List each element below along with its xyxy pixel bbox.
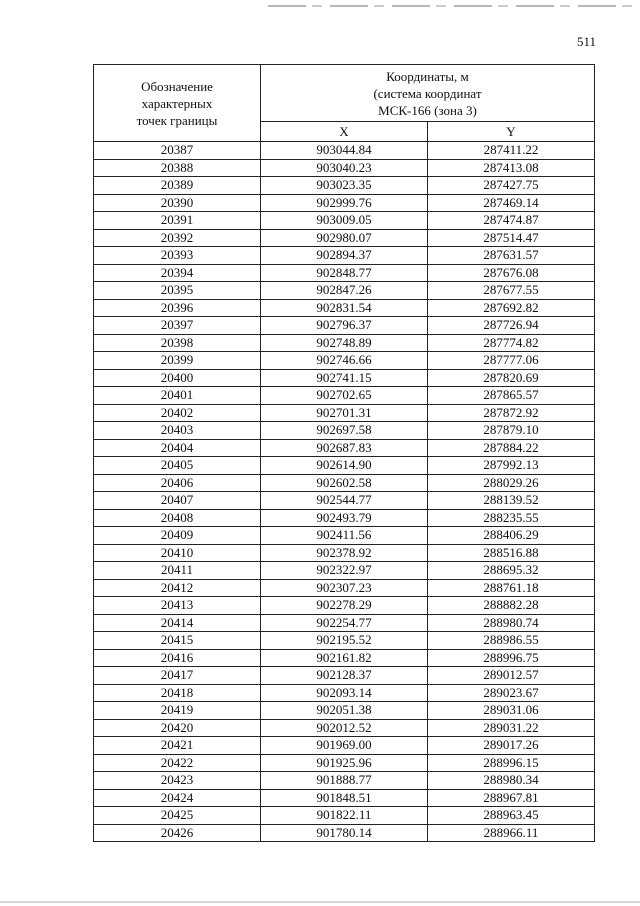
- header-point-line: точек границы: [136, 112, 218, 128]
- y-coordinate-cell: 289023.67: [428, 684, 595, 702]
- point-id-cell: 20423: [94, 772, 261, 790]
- point-id-cell: 20403: [94, 422, 261, 440]
- x-coordinate-cell: 902702.65: [261, 387, 428, 405]
- table-row: [94, 509, 595, 527]
- point-id-cell: 20414: [94, 614, 261, 632]
- x-coordinate-cell: 902093.14: [261, 684, 428, 702]
- point-id-cell: 20406: [94, 474, 261, 492]
- x-coordinate-cell: 901925.96: [261, 754, 428, 772]
- y-coordinate-cell: 287872.92: [428, 404, 595, 422]
- point-id-cell: 20389: [94, 177, 261, 195]
- y-coordinate-cell: 287879.10: [428, 422, 595, 440]
- table-row: [94, 212, 595, 230]
- header-coords-line: МСК-166 (зона 3): [378, 102, 477, 118]
- table-row: [94, 229, 595, 247]
- point-id-cell: 20392: [94, 229, 261, 247]
- y-coordinate-cell: 287469.14: [428, 194, 595, 212]
- x-coordinate-cell: 902195.52: [261, 632, 428, 650]
- x-coordinate-cell: 903009.05: [261, 212, 428, 230]
- y-coordinate-cell: 287884.22: [428, 439, 595, 457]
- y-coordinate-cell: 287992.13: [428, 457, 595, 475]
- x-coordinate-cell: 902614.90: [261, 457, 428, 475]
- table-row: [94, 404, 595, 422]
- y-coordinate-cell: 289031.06: [428, 702, 595, 720]
- table-row: [94, 317, 595, 335]
- point-id-cell: 20405: [94, 457, 261, 475]
- x-coordinate-cell: 902741.15: [261, 369, 428, 387]
- table-row: [94, 579, 595, 597]
- point-id-cell: 20411: [94, 562, 261, 580]
- x-coordinate-cell: 902796.37: [261, 317, 428, 335]
- y-coordinate-cell: 288406.29: [428, 527, 595, 545]
- header-y: Y: [428, 122, 595, 142]
- point-id-cell: 20402: [94, 404, 261, 422]
- y-coordinate-cell: 287677.55: [428, 282, 595, 300]
- scan-artifact: [268, 5, 640, 7]
- x-coordinate-cell: 902980.07: [261, 229, 428, 247]
- x-coordinate-cell: 902848.77: [261, 264, 428, 282]
- y-coordinate-cell: 288029.26: [428, 474, 595, 492]
- point-id-cell: 20399: [94, 352, 261, 370]
- point-id-cell: 20419: [94, 702, 261, 720]
- point-id-cell: 20400: [94, 369, 261, 387]
- y-coordinate-cell: 287427.75: [428, 177, 595, 195]
- point-id-cell: 20426: [94, 824, 261, 842]
- x-coordinate-cell: 902602.58: [261, 474, 428, 492]
- point-id-cell: 20393: [94, 247, 261, 265]
- y-coordinate-cell: 288139.52: [428, 492, 595, 510]
- y-coordinate-cell: 287413.08: [428, 159, 595, 177]
- table-row: [94, 807, 595, 825]
- table-row: [94, 142, 595, 160]
- header-point-line: характерных: [141, 95, 213, 111]
- table-row: [94, 544, 595, 562]
- table-row: [94, 194, 595, 212]
- table-row: [94, 702, 595, 720]
- point-id-cell: 20415: [94, 632, 261, 650]
- table-row: [94, 352, 595, 370]
- y-coordinate-cell: 287514.47: [428, 229, 595, 247]
- table-row: [94, 614, 595, 632]
- point-id-cell: 20388: [94, 159, 261, 177]
- point-id-cell: 20387: [94, 142, 261, 160]
- x-coordinate-cell: 901888.77: [261, 772, 428, 790]
- table-row: [94, 334, 595, 352]
- x-coordinate-cell: 902322.97: [261, 562, 428, 580]
- point-id-cell: 20409: [94, 527, 261, 545]
- y-coordinate-cell: 287692.82: [428, 299, 595, 317]
- header-coords-line: (система координат: [373, 85, 482, 101]
- table-row: [94, 597, 595, 615]
- table-row: [94, 264, 595, 282]
- y-coordinate-cell: 287777.06: [428, 352, 595, 370]
- point-id-cell: 20416: [94, 649, 261, 667]
- table-row: [94, 457, 595, 475]
- header-point-line: Обозначение: [141, 78, 213, 94]
- table-row: [94, 422, 595, 440]
- table-row: [94, 737, 595, 755]
- x-coordinate-cell: 902687.83: [261, 439, 428, 457]
- y-coordinate-cell: 288963.45: [428, 807, 595, 825]
- x-coordinate-cell: 902544.77: [261, 492, 428, 510]
- y-coordinate-cell: 287820.69: [428, 369, 595, 387]
- y-coordinate-cell: 288980.74: [428, 614, 595, 632]
- x-coordinate-cell: 902307.23: [261, 579, 428, 597]
- y-coordinate-cell: 288980.34: [428, 772, 595, 790]
- point-id-cell: 20410: [94, 544, 261, 562]
- point-id-cell: 20396: [94, 299, 261, 317]
- table-row: [94, 719, 595, 737]
- y-coordinate-cell: 287726.94: [428, 317, 595, 335]
- point-id-cell: 20395: [94, 282, 261, 300]
- table-row: [94, 387, 595, 405]
- table-row: [94, 824, 595, 842]
- table-body: [94, 142, 595, 842]
- x-coordinate-cell: 902278.29: [261, 597, 428, 615]
- table-row: [94, 299, 595, 317]
- y-coordinate-cell: 288996.75: [428, 649, 595, 667]
- y-coordinate-cell: 288967.81: [428, 789, 595, 807]
- y-coordinate-cell: 288986.55: [428, 632, 595, 650]
- table-row: [94, 632, 595, 650]
- point-id-cell: 20401: [94, 387, 261, 405]
- x-coordinate-cell: 902697.58: [261, 422, 428, 440]
- x-coordinate-cell: 903023.35: [261, 177, 428, 195]
- y-coordinate-cell: 287774.82: [428, 334, 595, 352]
- x-coordinate-cell: 903044.84: [261, 142, 428, 160]
- point-id-cell: 20420: [94, 719, 261, 737]
- point-id-cell: 20404: [94, 439, 261, 457]
- page-number: 511: [576, 34, 596, 49]
- x-coordinate-cell: 902378.92: [261, 544, 428, 562]
- header-coords-line: Координаты, м: [386, 68, 469, 84]
- x-coordinate-cell: 902999.76: [261, 194, 428, 212]
- y-coordinate-cell: 287676.08: [428, 264, 595, 282]
- header-x: X: [261, 122, 428, 142]
- y-coordinate-cell: 287631.57: [428, 247, 595, 265]
- x-coordinate-cell: 902254.77: [261, 614, 428, 632]
- y-coordinate-cell: 288516.88: [428, 544, 595, 562]
- header-point-designation: [94, 65, 261, 142]
- table-row: [94, 649, 595, 667]
- point-id-cell: 20412: [94, 579, 261, 597]
- y-coordinate-cell: 288695.32: [428, 562, 595, 580]
- table-row: [94, 684, 595, 702]
- point-id-cell: 20425: [94, 807, 261, 825]
- point-id-cell: 20391: [94, 212, 261, 230]
- table-row: [94, 159, 595, 177]
- point-id-cell: 20408: [94, 509, 261, 527]
- table-row: [94, 177, 595, 195]
- y-coordinate-cell: 288966.11: [428, 824, 595, 842]
- x-coordinate-cell: 901780.14: [261, 824, 428, 842]
- x-coordinate-cell: 902161.82: [261, 649, 428, 667]
- x-coordinate-cell: 902831.54: [261, 299, 428, 317]
- point-id-cell: 20407: [94, 492, 261, 510]
- table-row: [94, 474, 595, 492]
- x-coordinate-cell: 901822.11: [261, 807, 428, 825]
- point-id-cell: 20418: [94, 684, 261, 702]
- y-coordinate-cell: 288761.18: [428, 579, 595, 597]
- point-id-cell: 20397: [94, 317, 261, 335]
- coordinates-table: [93, 64, 595, 842]
- y-coordinate-cell: 289031.22: [428, 719, 595, 737]
- table-row: [94, 247, 595, 265]
- point-id-cell: 20398: [94, 334, 261, 352]
- x-coordinate-cell: 902847.26: [261, 282, 428, 300]
- x-coordinate-cell: 902411.56: [261, 527, 428, 545]
- table-row: [94, 282, 595, 300]
- x-coordinate-cell: 901969.00: [261, 737, 428, 755]
- header-coordinates: [261, 65, 595, 122]
- y-coordinate-cell: 289012.57: [428, 667, 595, 685]
- x-coordinate-cell: 902894.37: [261, 247, 428, 265]
- x-coordinate-cell: 902748.89: [261, 334, 428, 352]
- table-row: [94, 369, 595, 387]
- table-row: [94, 789, 595, 807]
- table-row: [94, 492, 595, 510]
- point-id-cell: 20390: [94, 194, 261, 212]
- y-coordinate-cell: 288882.28: [428, 597, 595, 615]
- table-row: [94, 667, 595, 685]
- scan-artifact: [0, 901, 640, 903]
- table-row: [94, 754, 595, 772]
- y-coordinate-cell: 287474.87: [428, 212, 595, 230]
- table-row: [94, 527, 595, 545]
- y-coordinate-cell: 289017.26: [428, 737, 595, 755]
- table-row: [94, 439, 595, 457]
- x-coordinate-cell: 902051.38: [261, 702, 428, 720]
- x-coordinate-cell: 902493.79: [261, 509, 428, 527]
- x-coordinate-cell: 901848.51: [261, 789, 428, 807]
- y-coordinate-cell: 287865.57: [428, 387, 595, 405]
- x-coordinate-cell: 902128.37: [261, 667, 428, 685]
- table-row: [94, 562, 595, 580]
- x-coordinate-cell: 902701.31: [261, 404, 428, 422]
- point-id-cell: 20421: [94, 737, 261, 755]
- y-coordinate-cell: 288996.15: [428, 754, 595, 772]
- point-id-cell: 20394: [94, 264, 261, 282]
- point-id-cell: 20424: [94, 789, 261, 807]
- y-coordinate-cell: 287411.22: [428, 142, 595, 160]
- x-coordinate-cell: 902746.66: [261, 352, 428, 370]
- table-row: [94, 772, 595, 790]
- point-id-cell: 20417: [94, 667, 261, 685]
- point-id-cell: 20413: [94, 597, 261, 615]
- x-coordinate-cell: 902012.52: [261, 719, 428, 737]
- point-id-cell: 20422: [94, 754, 261, 772]
- x-coordinate-cell: 903040.23: [261, 159, 428, 177]
- y-coordinate-cell: 288235.55: [428, 509, 595, 527]
